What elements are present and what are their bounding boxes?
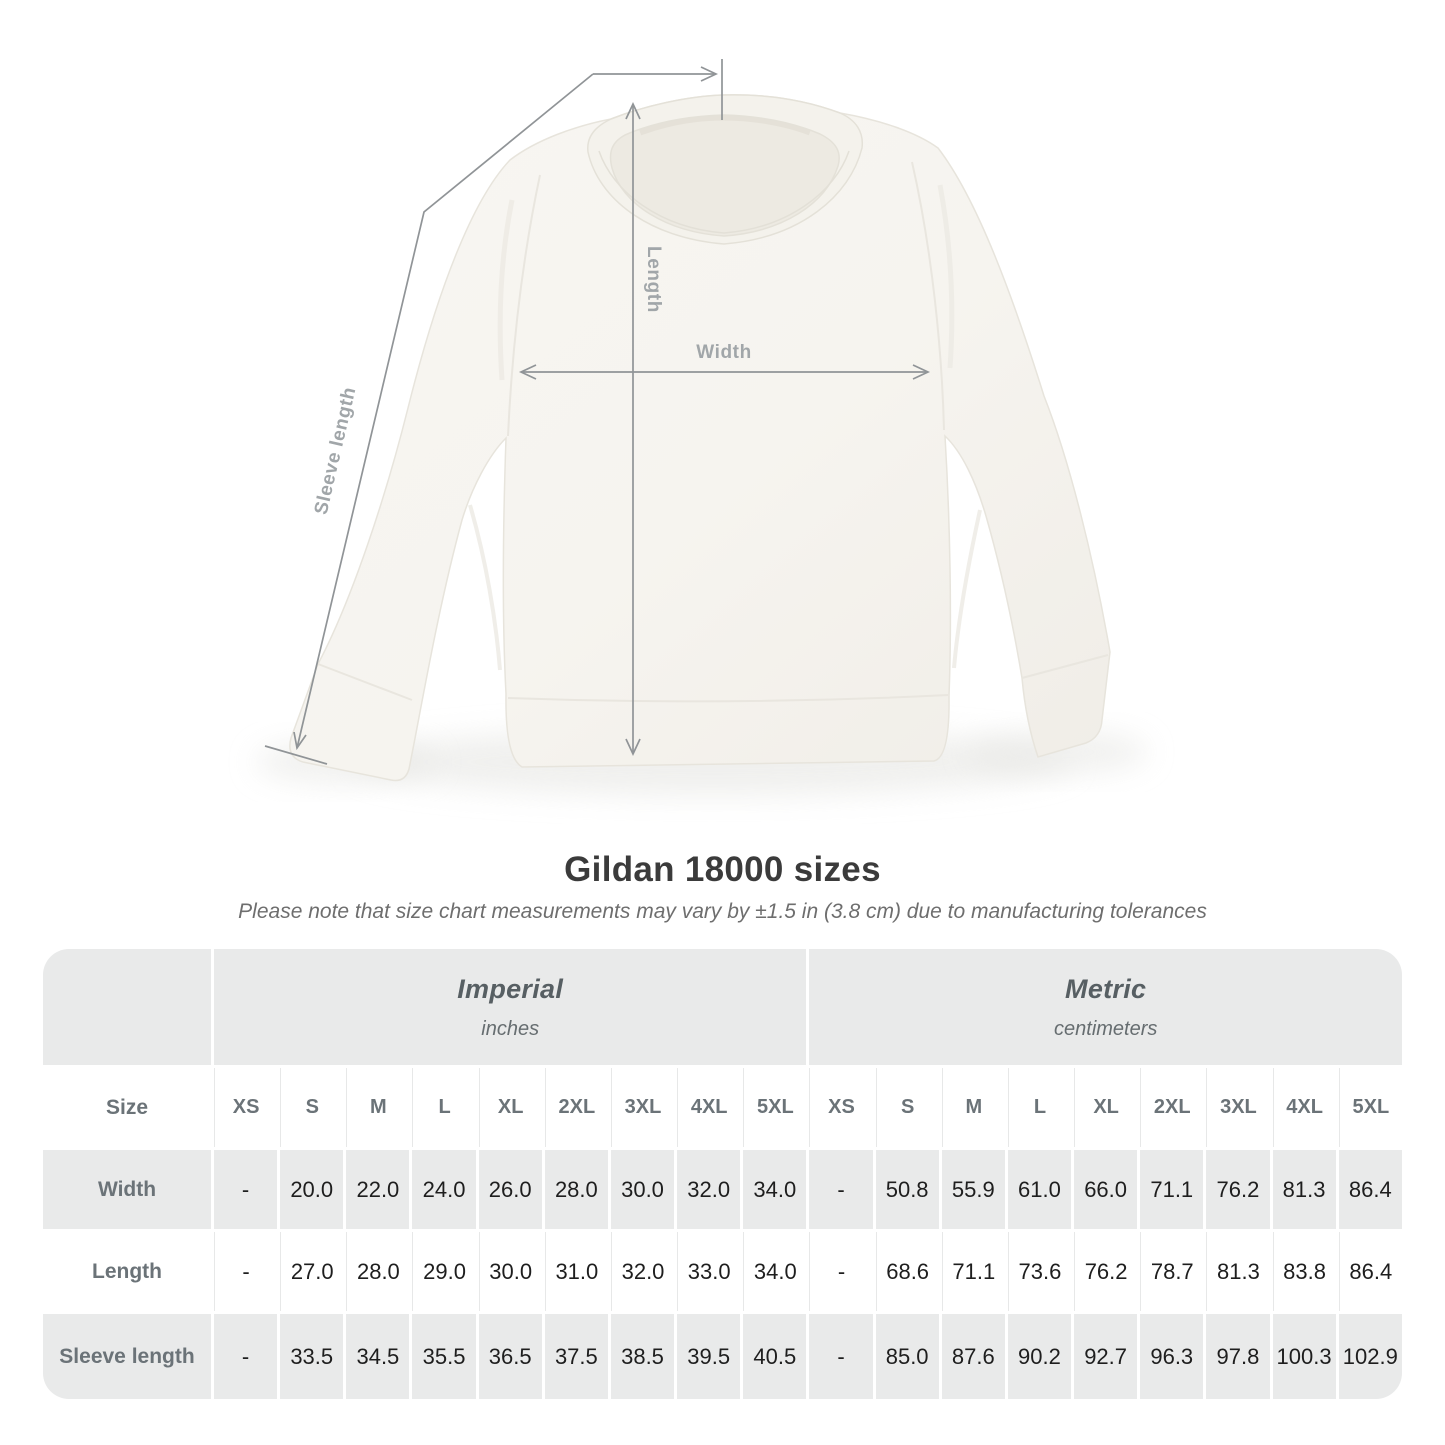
size-chart-table <box>40 946 1405 1402</box>
cell: 32.0 <box>611 1232 674 1311</box>
cell: 78.7 <box>1140 1232 1203 1311</box>
cell: 66.0 <box>1074 1150 1137 1229</box>
cell: - <box>809 1232 872 1311</box>
cell: 30.0 <box>611 1150 674 1229</box>
size-col-header: 2XL <box>1140 1068 1203 1147</box>
cell: - <box>809 1314 872 1399</box>
cell: 50.8 <box>876 1150 939 1229</box>
row-label: Sleeve length <box>43 1314 211 1399</box>
width-row <box>43 1150 1402 1229</box>
size-col-header: 5XL <box>1339 1068 1402 1147</box>
size-col-header: L <box>1008 1068 1071 1147</box>
cell: - <box>214 1314 277 1399</box>
band-spacer <box>43 949 211 1065</box>
cell: 102.9 <box>1339 1314 1402 1399</box>
cell: 86.4 <box>1339 1232 1402 1311</box>
imperial-group-title: Imperial <box>457 973 564 1004</box>
cell: 85.0 <box>876 1314 939 1399</box>
size-col-header: S <box>876 1068 939 1147</box>
cell: 35.5 <box>412 1314 475 1399</box>
cell: 81.3 <box>1206 1232 1269 1311</box>
metric-group-unit: centimeters <box>1054 1017 1158 1040</box>
cell: 90.2 <box>1008 1314 1071 1399</box>
metric-group-header <box>809 949 1402 1065</box>
size-row-label: Size <box>43 1068 211 1147</box>
cell: 20.0 <box>280 1150 343 1229</box>
cell: 28.0 <box>346 1232 409 1311</box>
size-col-header: XL <box>479 1068 542 1147</box>
cell: - <box>809 1150 872 1229</box>
cell: - <box>214 1150 277 1229</box>
cell: 34.0 <box>743 1150 806 1229</box>
cell: 81.3 <box>1273 1150 1336 1229</box>
cell: 61.0 <box>1008 1150 1071 1229</box>
cell: 36.5 <box>479 1314 542 1399</box>
cell: 33.5 <box>280 1314 343 1399</box>
cell: 24.0 <box>412 1150 475 1229</box>
cell: 76.2 <box>1206 1150 1269 1229</box>
size-col-header: 2XL <box>545 1068 608 1147</box>
cell: 40.5 <box>743 1314 806 1399</box>
cell: - <box>214 1232 277 1311</box>
cell: 38.5 <box>611 1314 674 1399</box>
unit-group-row <box>43 949 1402 1065</box>
row-label: Width <box>43 1150 211 1229</box>
cell: 30.0 <box>479 1232 542 1311</box>
size-col-header: XL <box>1074 1068 1137 1147</box>
cell: 34.0 <box>743 1232 806 1311</box>
row-label: Length <box>43 1232 211 1311</box>
cell: 37.5 <box>545 1314 608 1399</box>
size-col-header: 3XL <box>1206 1068 1269 1147</box>
cell: 34.5 <box>346 1314 409 1399</box>
size-col-header: 3XL <box>611 1068 674 1147</box>
cell: 29.0 <box>412 1232 475 1311</box>
size-col-header: XS <box>809 1068 872 1147</box>
width-annotation-label: Width <box>696 342 752 363</box>
cell: 92.7 <box>1074 1314 1137 1399</box>
sleeve-length-row <box>43 1314 1402 1399</box>
size-col-header: 4XL <box>677 1068 740 1147</box>
cell: 87.6 <box>942 1314 1005 1399</box>
cell: 73.6 <box>1008 1232 1071 1311</box>
cell: 27.0 <box>280 1232 343 1311</box>
cell: 33.0 <box>677 1232 740 1311</box>
length-row <box>43 1232 1402 1311</box>
cell: 97.8 <box>1206 1314 1269 1399</box>
cell: 22.0 <box>346 1150 409 1229</box>
imperial-group-unit: inches <box>481 1017 540 1040</box>
size-col-header: XS <box>214 1068 277 1147</box>
cell: 100.3 <box>1273 1314 1336 1399</box>
size-col-header: 4XL <box>1273 1068 1336 1147</box>
size-header-row <box>43 1068 1402 1147</box>
length-annotation-label: Length <box>643 246 664 313</box>
size-col-header: S <box>280 1068 343 1147</box>
sleeve-annotation-label: Sleeve length <box>310 384 361 517</box>
imperial-group-header <box>214 949 806 1065</box>
cell: 68.6 <box>876 1232 939 1311</box>
cell: 71.1 <box>942 1232 1005 1311</box>
sweatshirt-graphic <box>290 95 1110 781</box>
page-title: Gildan 18000 sizes <box>564 850 881 889</box>
cell: 26.0 <box>479 1150 542 1229</box>
size-col-header: L <box>412 1068 475 1147</box>
cell: 39.5 <box>677 1314 740 1399</box>
cell: 31.0 <box>545 1232 608 1311</box>
cell: 76.2 <box>1074 1232 1137 1311</box>
cell: 96.3 <box>1140 1314 1203 1399</box>
metric-group-title: Metric <box>1065 973 1147 1004</box>
cell: 83.8 <box>1273 1232 1336 1311</box>
size-col-header: M <box>346 1068 409 1147</box>
cell: 71.1 <box>1140 1150 1203 1229</box>
cell: 32.0 <box>677 1150 740 1229</box>
tolerance-note: Please note that size chart measurements may vary by ±1.5 in (3.8 cm) due to manufacturing tolerances <box>238 900 1207 923</box>
cell: 86.4 <box>1339 1150 1402 1229</box>
cell: 55.9 <box>942 1150 1005 1229</box>
size-col-header: M <box>942 1068 1005 1147</box>
cell: 28.0 <box>545 1150 608 1229</box>
size-col-header: 5XL <box>743 1068 806 1147</box>
